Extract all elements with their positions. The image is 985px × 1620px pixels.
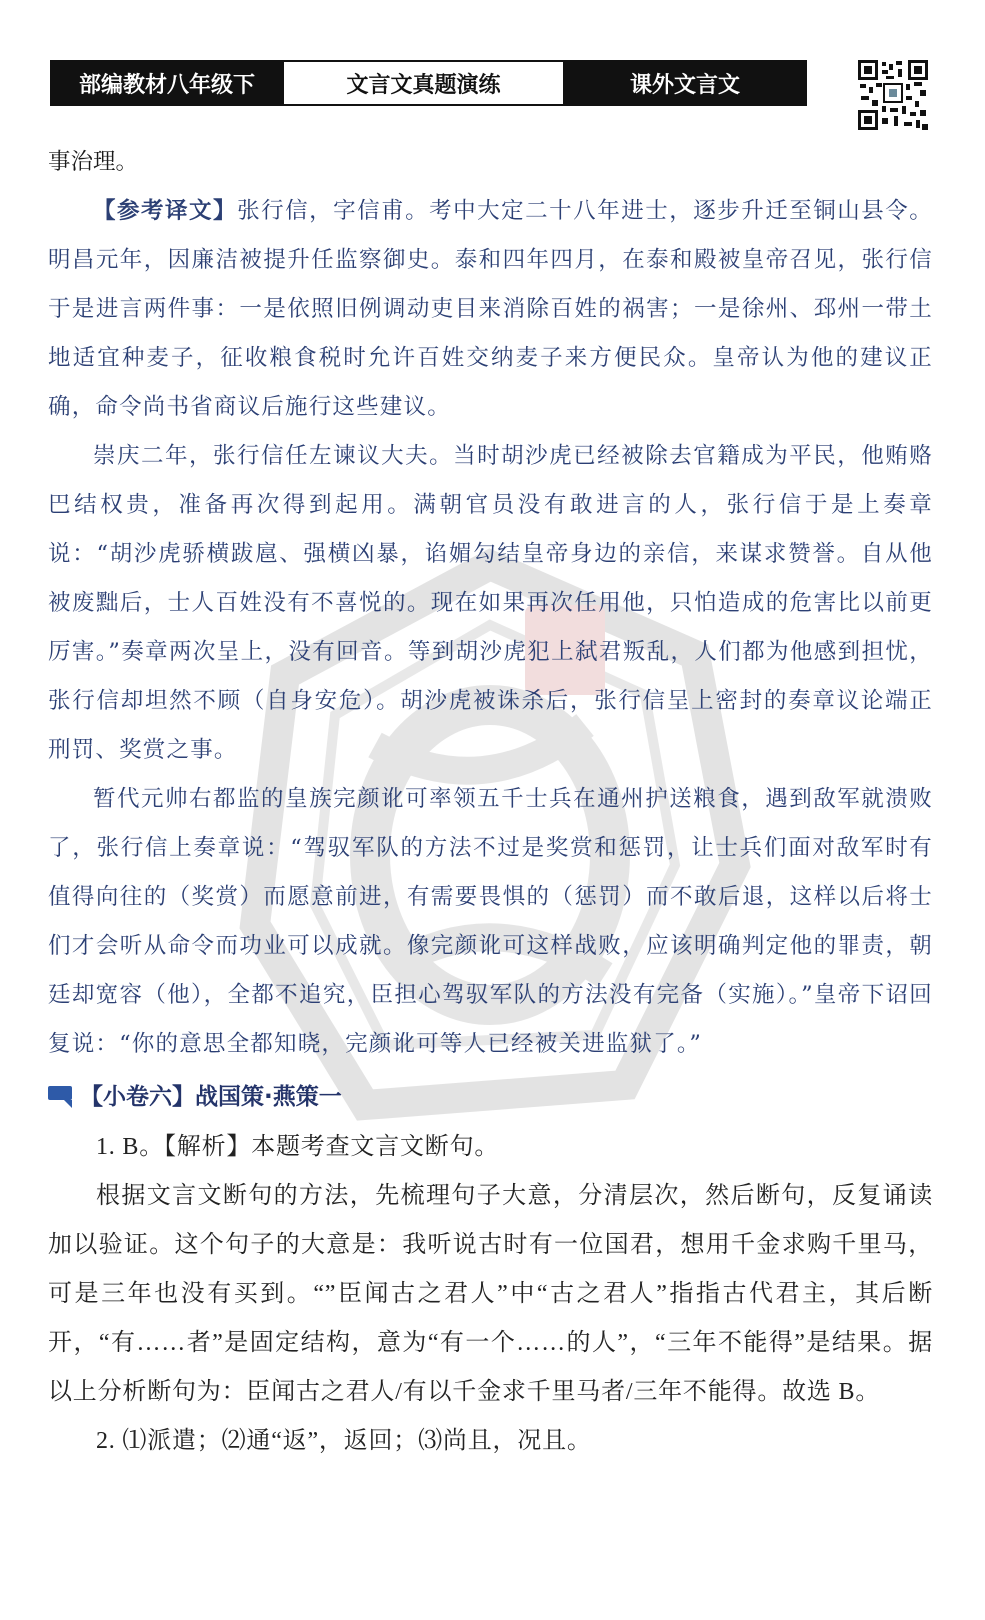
answer-1-line: 1. B。【解析】本题考查文言文断句。 bbox=[96, 1134, 500, 1160]
reference-translation-label: 【参考译文】 bbox=[93, 198, 238, 224]
qr-code-icon[interactable] bbox=[858, 60, 928, 130]
translation-paragraph-2: 崇庆二年，张行信任左谏议大夫。当时胡沙虎已经被除去官籍成为平民，他贿赂巴结权贵，准备再次得到起用。满朝官员没有敢进言的人，张行信于是上奏章说：“胡沙虎骄横跋扈、强横凶暴，谄媚勾结皇帝身边的亲信，来谋求赞誉。自从他被废黜后，士人百姓没有不喜悦的。现在如果再次任用他，只怕造成的危害比以前更厉害。”奏章两次呈上，没有回音。等到胡沙虎犯上弑君叛乱，人们都为他感到担忧，张行信却坦然不顾（自身安危）。胡沙虎被诛杀后，张行信呈上密封的奏章议论端正刑罚、奖赏之事。 bbox=[48, 443, 933, 763]
answer-1-explanation: 根据文言文断句的方法，先梳理句子大意，分清层次，然后断句，反复诵读加以验证。这个句子的大意是：我听说古时有一位国君，想用千金求购千里马，可是三年也没有买到。“”臣闻古之君人”中“古之君人”指指古代君主，其后断开，“有……者”是固定结构，意为“有一个……的人”，“三年不能得”是结果。据以上分析断句为：臣闻古之君人/有以千金求千里马者/三年不能得。故选 B。 bbox=[48, 1183, 933, 1405]
header-bar bbox=[50, 60, 807, 106]
header-title: 文言文真题演练 bbox=[282, 62, 565, 104]
answer-2-line: 2. ⑴派遣；⑵通“返”，返回；⑶尚且，况且。 bbox=[96, 1428, 592, 1454]
translation-paragraph-1 bbox=[48, 187, 933, 432]
translation-text-1: 张行信，字信甫。考中大定二十八年进士，逐步升迁至铜山县令。明昌元年，因廉洁被提升任监察御史。泰和四年四月，在泰和殿被皇帝召见，张行信于是进言两件事：一是依照旧例调动吏目来消除百姓的祸害；一是徐州、邳州一带土地适宜种麦子，征收粮食税时允许百姓交纳麦子来方便民众。皇帝认为他的建议正确，命令尚书省商议后施行这些建议。 bbox=[48, 198, 933, 420]
translation-paragraph-3: 暂代元帅右都监的皇族完颜讹可率领五千士兵在通州护送粮食，遇到敌军就溃败了，张行信上奏章说：“驾驭军队的方法不过是奖赏和惩罚，让士兵们面对敌军时有值得向往的（奖赏）而愿意前进，有需要畏惧的（惩罚）而不敢后退，这样以后将士们才会听从命令而功业可以成就。像完颜讹可这样战败，应该明确判定他的罪责，朝廷却宽容（他），全都不追究，臣担心驾驭军队的方法没有完备（实施）。”皇帝下诏回复说：“你的意思全都知晓，完颜讹可等人已经被关进监狱了。” bbox=[48, 786, 933, 1057]
section-title: 【小卷六】战国策·燕策一 bbox=[80, 1083, 342, 1110]
section-header bbox=[48, 1071, 933, 1123]
lead-text: 事治理。 bbox=[48, 149, 139, 175]
document-body bbox=[48, 138, 933, 1466]
header-category: 课外文言文 bbox=[565, 62, 805, 104]
header-grade-label: 部编教材八年级下 bbox=[52, 62, 282, 104]
section-flag-icon bbox=[48, 1086, 76, 1108]
